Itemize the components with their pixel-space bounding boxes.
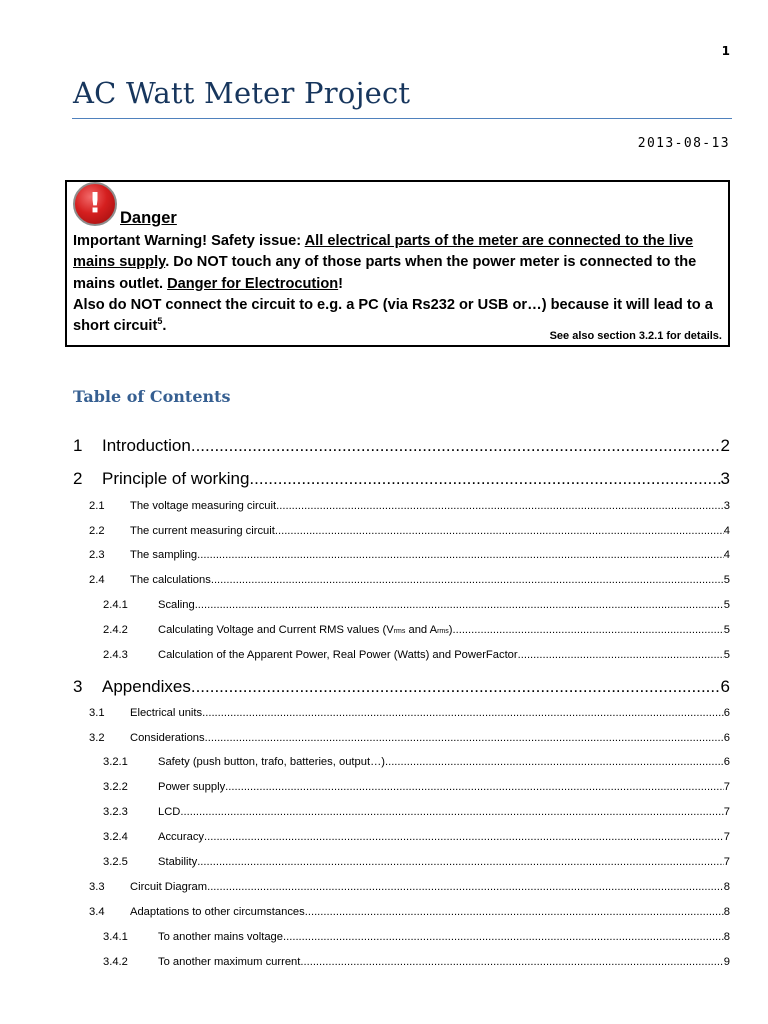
toc-entry-2-3[interactable] [89, 549, 730, 561]
toc-entry-page-number: 8 [723, 906, 730, 918]
toc-dot-leader [276, 500, 724, 512]
toc-entry-title: Principle of working [102, 469, 250, 488]
toc-entry-2-4[interactable] [89, 574, 730, 586]
danger-see-also-note: See also section 3.2.1 for details. [549, 330, 722, 342]
toc-entry-page-number: 9 [723, 956, 730, 968]
toc-entry-number: 3.3 [89, 881, 105, 893]
danger-text-5: . [162, 318, 167, 335]
toc-entry-number: 3.4.2 [103, 956, 128, 968]
toc-entry-page-number: 8 [723, 881, 730, 893]
toc-entry-page-number: 6 [723, 732, 730, 744]
toc-entry-number: 3.2 [89, 732, 105, 744]
danger-footnote-marker: 5 [157, 316, 163, 327]
toc-entry-2-1[interactable] [89, 500, 730, 512]
toc-entry-1[interactable] [73, 436, 730, 456]
toc-entry-page-number: 3 [723, 500, 730, 512]
toc-dot-leader [195, 599, 724, 611]
toc-dot-leader [191, 677, 721, 697]
toc-entry-number: 3 [73, 677, 83, 696]
toc-entry-number: 3.2.3 [103, 806, 128, 818]
toc-entry-page-number: 7 [723, 831, 730, 843]
toc-entry-page-number: 5 [723, 574, 730, 586]
toc-dot-leader [300, 956, 723, 968]
toc-entry-number: 2 [73, 469, 83, 488]
toc-entry-number: 3.1 [89, 707, 105, 719]
toc-entry-title: Accuracy [158, 831, 205, 843]
toc-entry-number: 1 [73, 436, 83, 455]
toc-entry-3-2-2[interactable] [103, 781, 730, 793]
toc-entry-number: 3.2.2 [103, 781, 128, 793]
danger-text-3: ! [338, 275, 344, 292]
danger-exclamation-icon: ! [73, 182, 117, 226]
toc-entry-number: 3.2.1 [103, 756, 128, 768]
toc-entry-title: Appendixes [102, 677, 191, 696]
toc-entry-3-2-1[interactable] [103, 756, 730, 768]
toc-entry-page-number: 7 [723, 856, 730, 868]
toc-entry-number: 2.4.3 [103, 649, 128, 661]
toc-entry-number: 3.2.5 [103, 856, 128, 868]
toc-entry-number: 2.1 [89, 500, 105, 512]
toc-entry-number: 2.4.2 [103, 624, 128, 636]
toc-dot-leader [305, 906, 724, 918]
toc-entry-page-number: 6 [723, 707, 730, 719]
toc-entry-title: The current measuring circuit [130, 525, 275, 537]
toc-entry-title: Considerations [130, 732, 205, 744]
toc-entry-number: 3.4.1 [103, 931, 128, 943]
toc-heading: Table of Contents [73, 387, 231, 406]
danger-text-4: Also do NOT connect the circuit to e.g. a PC (via Rs232 or USB or…) because it will lead to a short circuit [73, 296, 713, 335]
toc-entry-page-number: 6 [723, 756, 730, 768]
danger-underlined-live-mains: All electrical parts of the meter are connected to the live mains supply [73, 233, 694, 271]
toc-dot-leader [249, 469, 720, 489]
toc-entry-2-2[interactable] [89, 525, 730, 537]
page-number: 1 [721, 44, 730, 58]
danger-underlined-electrocution: Danger for Electrocution [167, 275, 339, 292]
toc-entry-title: To another maximum current [158, 956, 301, 968]
toc-entry-page-number: 5 [723, 624, 730, 636]
toc-entry-2-4-1[interactable] [103, 599, 730, 611]
toc-entry-page-number: 2 [720, 436, 730, 455]
toc-entry-title: Calculation of the Apparent Power, Real Power (Watts) and PowerFactor [158, 649, 518, 661]
toc-entry-title: LCD [158, 806, 181, 818]
toc-entry-title: Stability [158, 856, 198, 868]
toc-entry-number: 3.4 [89, 906, 105, 918]
toc-entry-3[interactable] [73, 677, 730, 697]
toc-entry-3-2[interactable] [89, 732, 730, 744]
toc-dot-leader [202, 707, 724, 719]
toc-entry-number: 2.4.1 [103, 599, 128, 611]
toc-entry-page-number: 8 [723, 931, 730, 943]
document-date: 2013-08-13 [637, 136, 730, 151]
toc-entry-3-2-4[interactable] [103, 831, 730, 843]
toc-dot-leader [204, 831, 724, 843]
toc-dot-leader [518, 649, 724, 661]
toc-entry-page-number: 5 [723, 599, 730, 611]
toc-dot-leader [211, 574, 724, 586]
toc-entry-title: Calculating Voltage and Current RMS values (Vrms and Arms) [158, 624, 453, 636]
toc-entry-2[interactable] [73, 469, 730, 489]
toc-entry-3-2-5[interactable] [103, 856, 730, 868]
toc-entry-number: 2.2 [89, 525, 105, 537]
danger-text-2: . Do NOT touch any of those parts when the power meter is connected to the mains outlet. [73, 254, 697, 292]
toc-entry-title: Power supply [158, 781, 226, 793]
toc-dot-leader [275, 525, 724, 537]
toc-entry-2-4-3[interactable] [103, 649, 730, 661]
toc-entry-page-number: 3 [720, 469, 730, 488]
toc-entry-3-1[interactable] [89, 707, 730, 719]
toc-entry-title: Electrical units [130, 707, 203, 719]
toc-entry-title: Introduction [102, 436, 191, 455]
toc-entry-3-3[interactable] [89, 881, 730, 893]
danger-heading: Danger [120, 209, 177, 227]
toc-entry-number: 3.2.4 [103, 831, 128, 843]
toc-entry-page-number: 7 [723, 806, 730, 818]
toc-dot-leader [205, 732, 724, 744]
toc-entry-page-number: 5 [723, 649, 730, 661]
danger-warning-text [73, 231, 728, 337]
toc-entry-title: Circuit Diagram [130, 881, 208, 893]
toc-entry-3-2-3[interactable] [103, 806, 730, 818]
toc-dot-leader [207, 881, 724, 893]
toc-dot-leader [283, 931, 724, 943]
toc-entry-3-4[interactable] [89, 906, 730, 918]
toc-entry-3-4-2[interactable] [103, 956, 730, 968]
toc-dot-leader [180, 806, 723, 818]
title-underline-rule [72, 118, 732, 119]
toc-entry-2-4-2[interactable] [103, 624, 730, 636]
toc-entry-page-number: 4 [723, 549, 730, 561]
danger-lead: Important Warning! Safety issue: [73, 233, 305, 249]
toc-entry-title: Safety (push button, trafo, batteries, output…) [158, 756, 385, 768]
document-title: AC Watt Meter Project [73, 76, 411, 110]
toc-dot-leader [385, 756, 724, 768]
toc-entry-page-number: 7 [723, 781, 730, 793]
toc-entry-page-number: 4 [723, 525, 730, 537]
toc-dot-leader [191, 436, 721, 456]
danger-warning-box [65, 180, 730, 347]
toc-entry-title: Adaptations to other circumstances [130, 906, 305, 918]
toc-entry-title: The calculations [130, 574, 211, 586]
toc-entry-page-number: 6 [720, 677, 730, 696]
toc-entry-title: To another mains voltage [158, 931, 284, 943]
toc-dot-leader [453, 624, 724, 636]
toc-entry-number: 2.3 [89, 549, 105, 561]
toc-dot-leader [197, 856, 724, 868]
toc-dot-leader [225, 781, 724, 793]
toc-entry-title: The voltage measuring circuit [130, 500, 277, 512]
toc-dot-leader [197, 549, 724, 561]
toc-entry-number: 2.4 [89, 574, 105, 586]
toc-entry-title: Scaling [158, 599, 195, 611]
toc-entry-title: The sampling [130, 549, 198, 561]
toc-entry-3-4-1[interactable] [103, 931, 730, 943]
